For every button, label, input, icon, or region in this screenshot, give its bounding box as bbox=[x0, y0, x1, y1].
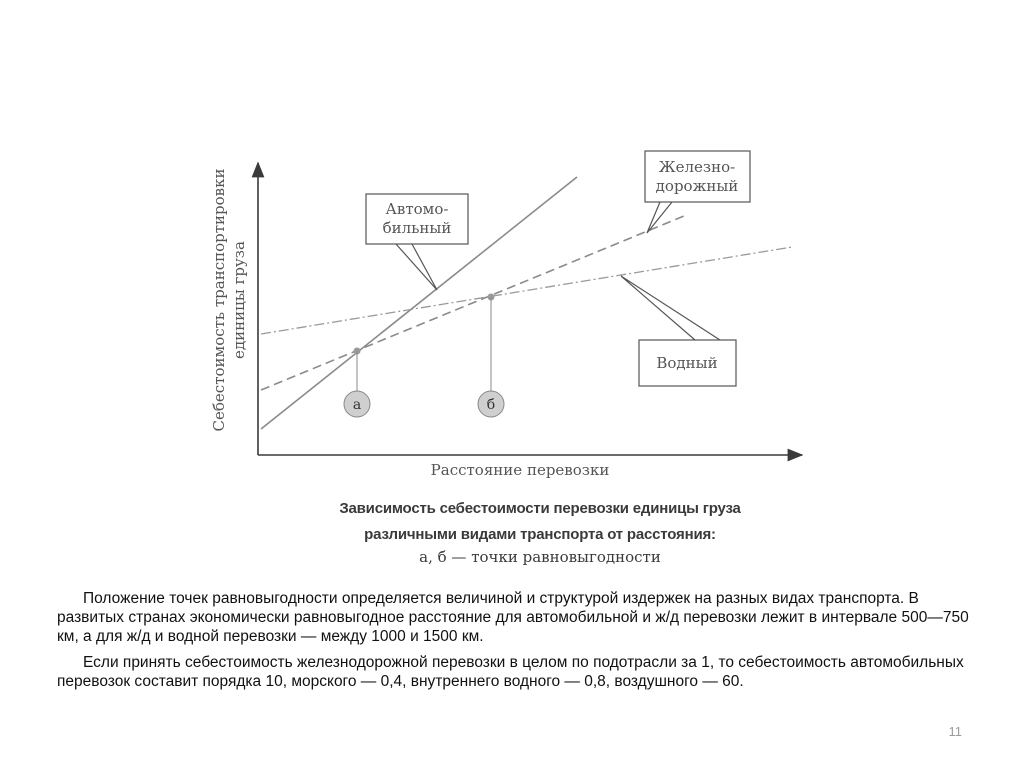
point-b-label: б bbox=[486, 397, 496, 413]
x-axis-label: Расстояние перевозки bbox=[430, 461, 610, 479]
paragraph-1: Положение точек равновыгодности определяется величиной и структурой издержек на разных видах транспорта. В развитых странах экономически равновыгодное расстояние для автомобильной и ж/д перевозки лежит в интервале 500—750 км, а для ж/д и водной перевозки — между 1000 и 1500 км. bbox=[57, 590, 969, 645]
slide-number: 11 bbox=[948, 724, 962, 739]
water-callout-label: Водный bbox=[656, 354, 718, 372]
y-axis-label-line2: единицы груза bbox=[230, 241, 248, 359]
paragraph-2: Если принять себестоимость железнодорожной перевозки в целом по подотрасли за 1, то себестоимость автомобильных перевозок составит порядка 10, морского — 0,4, внутреннего водного — 0,8, воздушного — 60. bbox=[57, 654, 964, 690]
auto-callout-line2: бильный bbox=[382, 219, 452, 237]
caption-line-3: а, б — точки равновыгодности bbox=[419, 548, 661, 566]
auto-callout-line1: Автомо- bbox=[385, 200, 449, 218]
caption-line-2: различными видами транспорта от расстояния: bbox=[364, 526, 716, 543]
rail-callout-line2: дорожный bbox=[655, 177, 739, 195]
rail-callout-line1: Железно- bbox=[658, 158, 736, 176]
point-a-label: а bbox=[352, 397, 362, 413]
water-callout bbox=[621, 276, 736, 386]
body-text bbox=[57, 589, 972, 691]
rail-callout bbox=[645, 151, 750, 233]
water-cost-line bbox=[261, 247, 792, 334]
caption-line-1: Зависимость себестоимости перевозки единицы груза bbox=[339, 500, 741, 517]
rail-cost-line bbox=[261, 216, 684, 390]
y-axis-label-line1: Себестоимость транспортировки bbox=[210, 168, 228, 432]
